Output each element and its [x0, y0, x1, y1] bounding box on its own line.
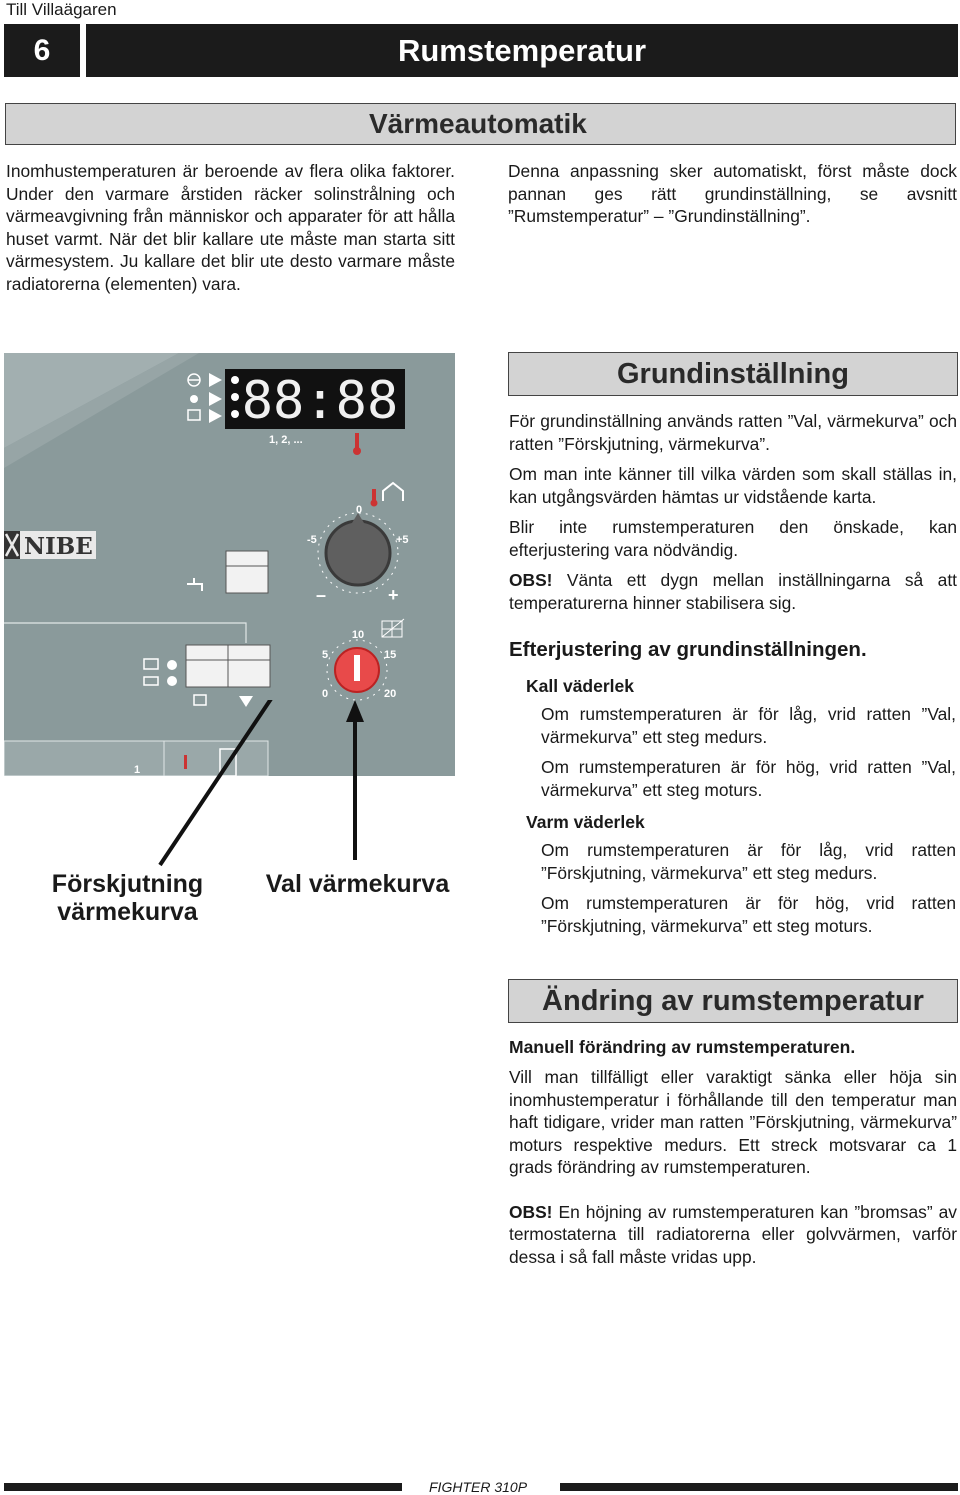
grund-p3: Blir inte rumstemperaturen den önskade, kan efterjustering vara nödvändig.	[509, 517, 957, 560]
grund-obs	[509, 569, 957, 614]
dial1-mid: 0	[355, 504, 363, 516]
switch-b[interactable]	[228, 645, 270, 687]
running-head: Till Villaägaren	[6, 0, 117, 19]
chapter-number: 6	[4, 24, 80, 77]
efter-title: Efterjustering av grundinställningen.	[509, 638, 867, 661]
footer-bar-right	[560, 1483, 958, 1491]
display-sub: 1, 2, ...	[269, 434, 303, 446]
grund-p1: För grundinställning används ratten ”Val, värmekurva” och ratten ”Förskjutning, värmekurva”.	[509, 411, 957, 454]
caption-left-line1: Förskjutning	[51, 870, 204, 898]
warm-title: Varm väderlek	[526, 812, 645, 832]
cold-low: Om rumstemperaturen är för låg, vrid ratten ”Val, värmekurva” ett steg medurs.	[541, 704, 956, 747]
chapter-title: Rumstemperatur	[86, 24, 958, 77]
andring-obs-text: En höjning av rumstemperaturen kan ”bromsas” av termostaterna till radiatorerna eller golvvärmen, varför dessa i så fall måste vridas upp.	[509, 1201, 957, 1267]
dial1-min: -5	[307, 534, 317, 546]
caption-left-line2: värmekurva	[57, 898, 198, 926]
grund-text	[509, 410, 957, 622]
obs-label: OBS!	[509, 570, 553, 590]
lower-number: 1	[134, 764, 141, 776]
switch-a[interactable]	[186, 645, 228, 687]
intro-right-paragraph: Denna anpassning sker automatiskt, först måste dock pannan ges rätt grundinställning, se avsnitt ”Rumstemperatur” – ”Grundinställning”.	[508, 161, 957, 226]
cold-high: Om rumstemperaturen är för hög, vrid ratten ”Val, värmekurva” ett steg moturs.	[541, 757, 956, 800]
intro-left	[6, 160, 455, 295]
dial1-plus: +	[388, 585, 399, 605]
obs-text: Vänta ett dygn mellan inställningarna så att temperaturerna hinner stabilisera sig.	[509, 570, 957, 613]
caption-curve-select: Val värmekurva	[265, 870, 450, 898]
display-digits: 88:88	[241, 371, 399, 431]
dial2-5: 5	[322, 649, 329, 661]
andring-subtitle: Manuell förändring av rumstemperaturen.	[509, 1037, 856, 1057]
warm-low: Om rumstemperaturen är för låg, vrid ratten ”Förskjutning, värmekurva” ett steg medurs.	[541, 840, 956, 883]
mode-switch[interactable]	[226, 551, 268, 593]
cold-text	[541, 703, 956, 801]
andring-obs	[509, 1201, 957, 1269]
andring-obs-label: OBS!	[509, 1201, 553, 1222]
footer-bar-left	[4, 1483, 402, 1491]
dial2-20: 20	[384, 688, 397, 700]
section-title: Värmeautomatik	[369, 108, 587, 139]
warm-text	[541, 839, 956, 937]
andring-p1: Vill man tillfälligt eller varaktigt sänka eller höja sin inomhustemperatur i förhållande till den temperatur man haft tidigare, vrider man ratten ”Förskjutning, värmekurva” moturs respektive medurs. Ett streck motsvarar ca 1 grads förändring av rumstemperaturen.	[509, 1067, 957, 1177]
footer-model: FIGHTER 310P	[429, 1479, 528, 1495]
dial2-10: 10	[351, 629, 365, 641]
grund-title: Grundinställning	[508, 352, 958, 396]
dial1-max: +5	[396, 534, 409, 546]
andring-title: Ändring av rumstemperatur	[508, 979, 958, 1023]
cold-title: Kall väderlek	[526, 676, 634, 696]
intro-right	[508, 160, 957, 228]
intro-left-paragraph: Inomhustemperaturen är beroende av flera olika faktorer. Under den varmare årstiden räcker solinstrålning och värmeavgivning från människor och apparater för att hålla huset varmt. När det blir kallare ute måste man starta sitt värmesystem. Ju kallare det blir ute desto varmare måste radiatorerna (elementen) vara.	[6, 161, 455, 294]
dial2-15: 15	[384, 649, 397, 661]
grund-p2: Om man inte känner till vilka värden som skall ställas in, kan utgångsvärden hämtas ur vidstående karta.	[509, 464, 957, 507]
nibe-logo	[4, 531, 96, 560]
dial1-minus: –	[316, 585, 327, 605]
andring-text	[509, 1066, 957, 1276]
caption-offset-curve	[40, 870, 215, 926]
brand-text: NIBE	[24, 533, 93, 560]
warm-high: Om rumstemperaturen är för hög, vrid ratten ”Förskjutning, värmekurva” ett steg moturs.	[541, 893, 956, 936]
section-header	[5, 103, 956, 145]
dial2-0: 0	[322, 688, 329, 700]
